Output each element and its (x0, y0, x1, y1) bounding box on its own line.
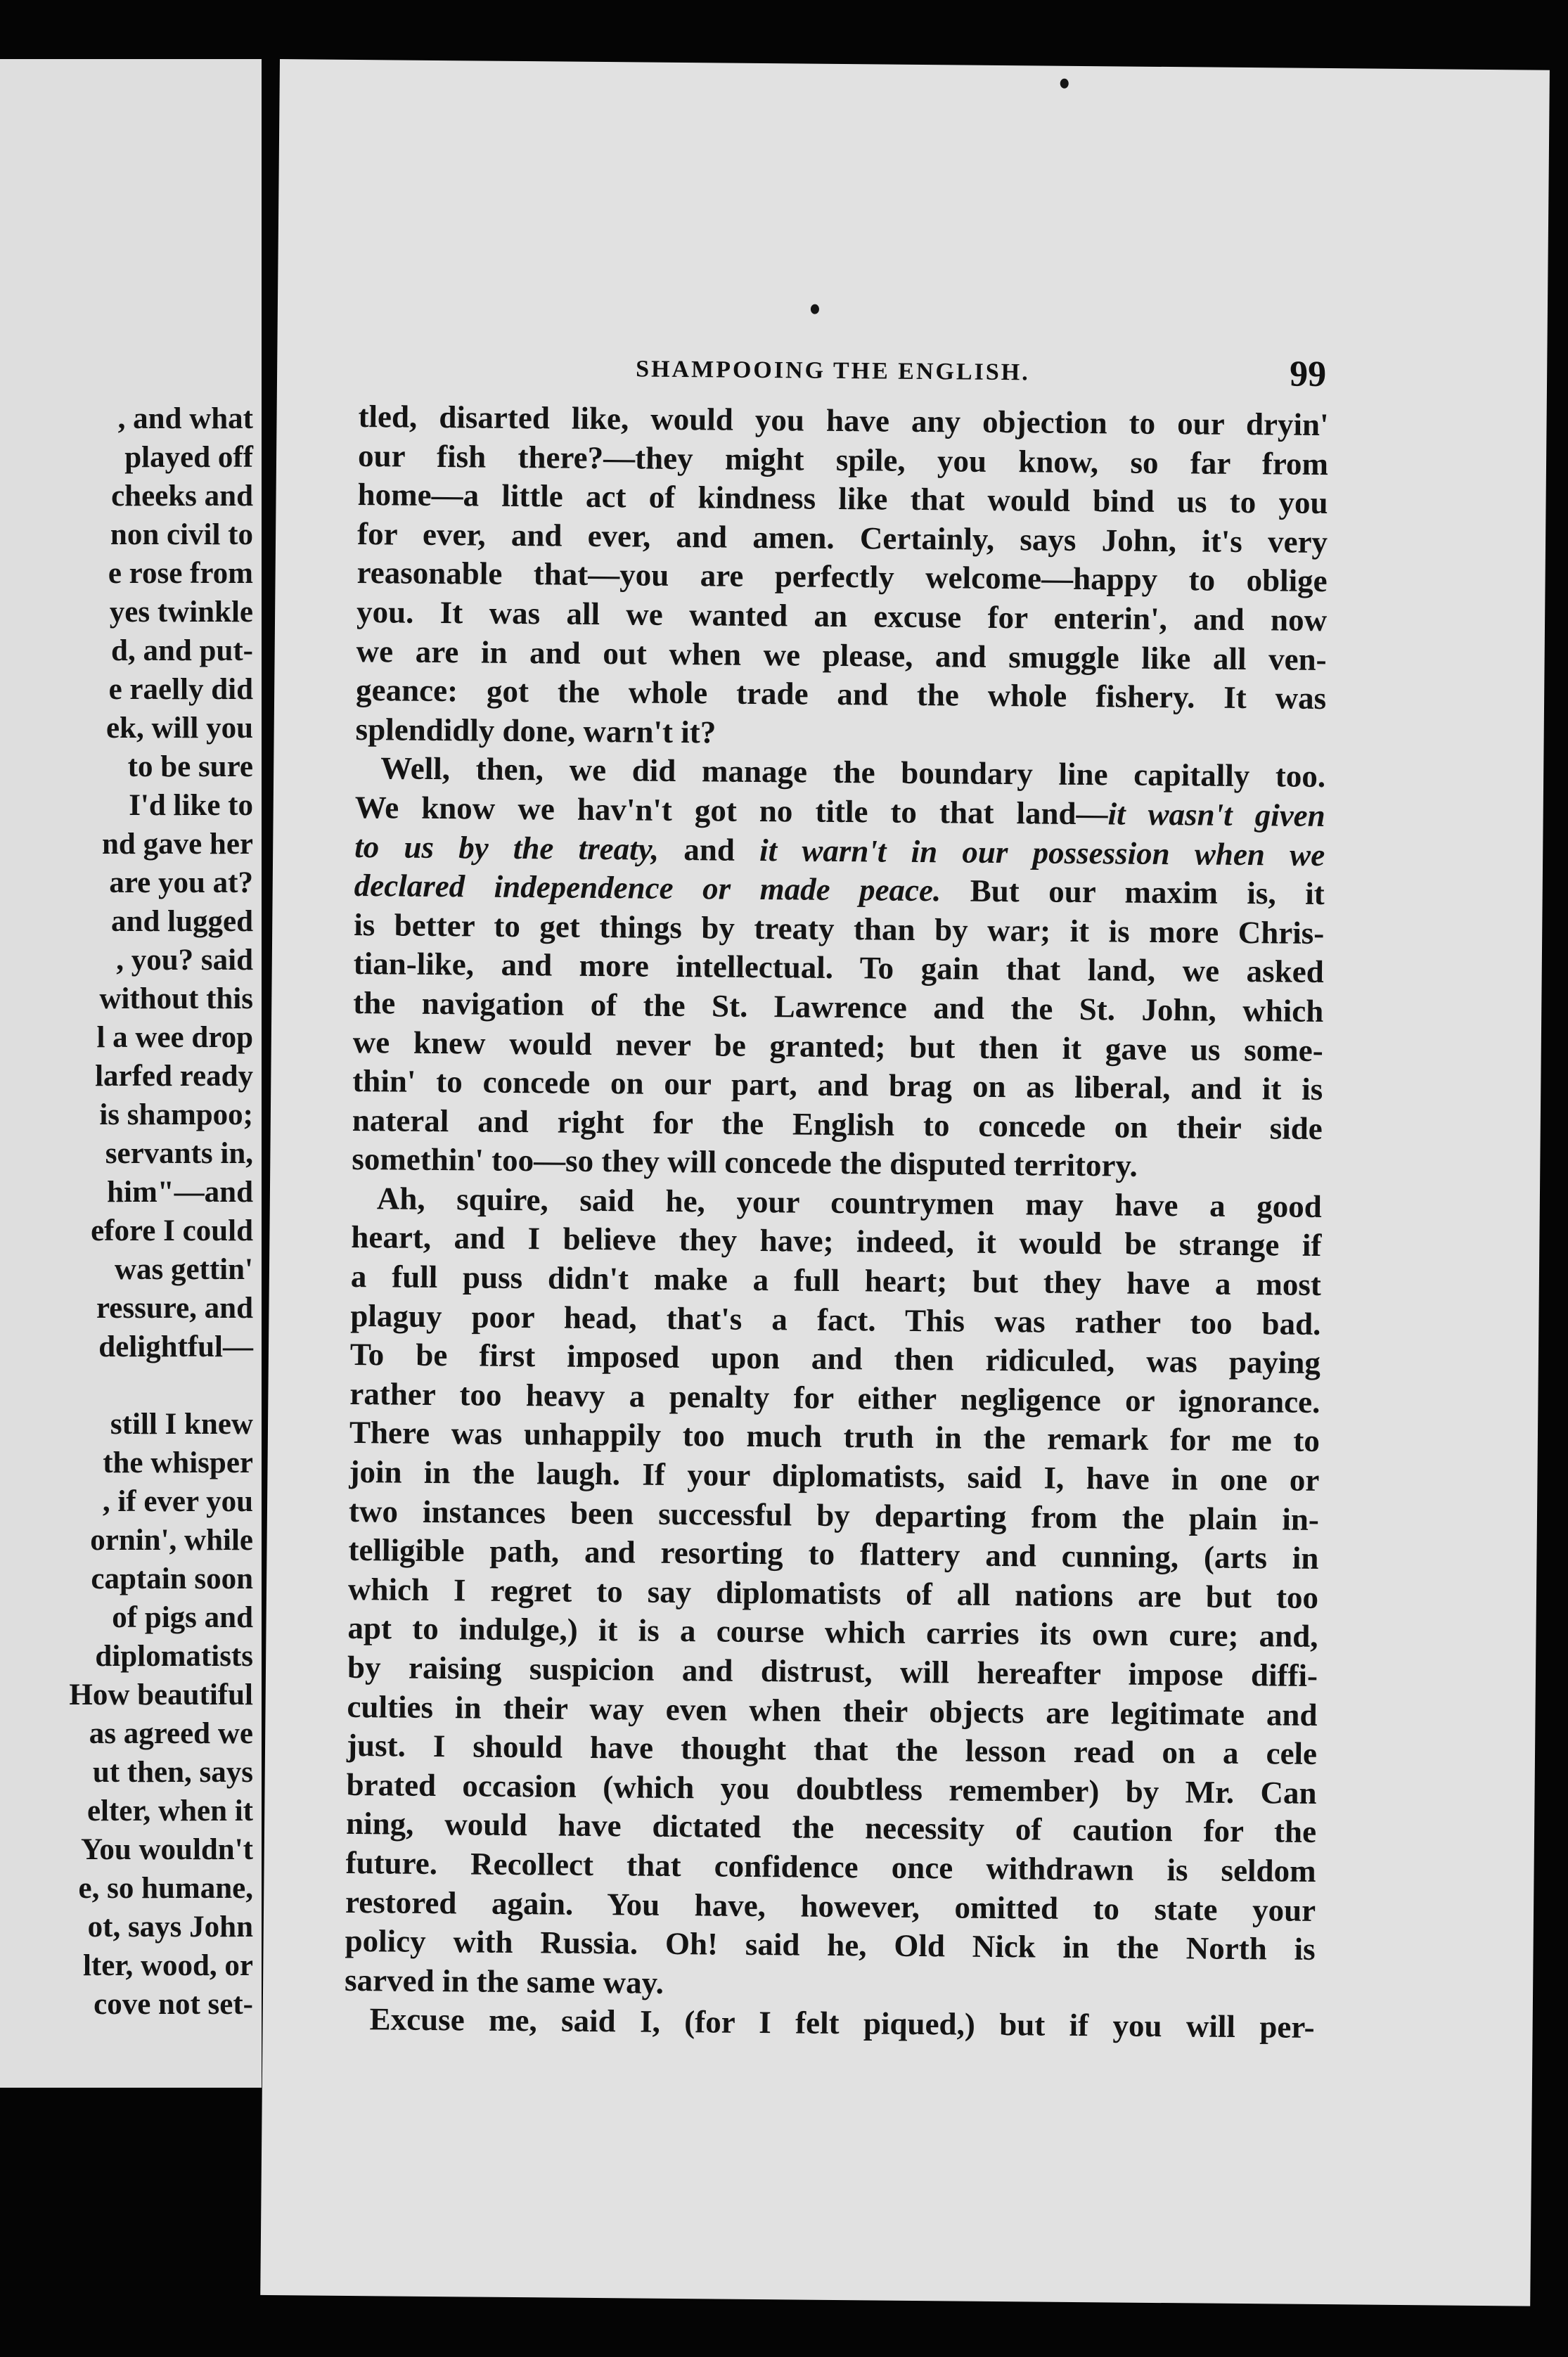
text-line: join in the laugh. If your diplomatists, said I, have in one or (349, 1453, 1320, 1498)
left-page-line: of pigs and (112, 1601, 253, 1634)
text-line: our fish there?—they might spile, you know, so far from (357, 437, 1329, 482)
left-page-line: e rose from (108, 557, 253, 590)
text-line: policy with Russia. Oh! said he, Old Nick in the North is (345, 1923, 1316, 1967)
text-line: Ah, squire, said he, your countrymen may have a good (376, 1181, 1323, 1224)
left-page-line: the whisper (103, 1446, 253, 1479)
left-page-line: played off (124, 441, 253, 474)
italic-span: it warn't in our possession when we (759, 832, 1325, 873)
page-number: 99 (1289, 354, 1327, 395)
left-page-fragment (0, 59, 262, 2088)
ink-speck (811, 304, 819, 314)
text-span: and (658, 831, 760, 868)
text-line: tian-like, and more intellectual. To gain that land, we asked (353, 946, 1324, 990)
left-page-line (0, 1366, 253, 1405)
left-page-line: captain soon (91, 1562, 253, 1595)
text-span: We know we hav'n't got no title to that land— (354, 789, 1108, 832)
text-line: To be first imposed upon and then ridiculed, was paying (349, 1337, 1321, 1381)
left-page-line: ut then, says (92, 1756, 253, 1789)
text-line: home—a little act of kindness like that would bind us to you (357, 477, 1328, 521)
text-line: tled, disarted like, would you have any objection to our dryin' (358, 398, 1329, 443)
left-page-line: elter, when it (86, 1794, 253, 1828)
left-page-line: ek, will you (105, 712, 253, 745)
left-page-line: , you? said (116, 944, 253, 977)
left-page-text (0, 399, 253, 2024)
left-page-line: cheeks and (111, 480, 253, 513)
body-text (344, 397, 1328, 2048)
text-line: ning, would have dictated the necessity of caution for the (345, 1806, 1317, 1850)
text-line: you. It was all we wanted an excuse for enterin', and now (356, 593, 1328, 638)
text-span: But our maxim is, it (941, 873, 1325, 912)
text-line: we are in and out when we please, and smuggle like all ven- (356, 633, 1327, 677)
left-page-line: delightful— (98, 1330, 253, 1363)
text-line: thin' to concede on our part, and brag on as liberal, and it is (352, 1063, 1323, 1107)
left-page-line: e, so humane, (78, 1872, 253, 1905)
left-page-line: You wouldn't (81, 1833, 253, 1866)
text-line: nateral and right for the English to concede on their side (352, 1102, 1323, 1146)
text-line: plaguy poor head, that's a fact. This was rather too bad. (350, 1297, 1321, 1342)
left-page-line: ornin', while (90, 1524, 253, 1557)
text-line: a full puss didn't make a full heart; but they have a most (350, 1259, 1322, 1303)
text-line: just. I should have thought that the lesson read on a cele (346, 1728, 1318, 1772)
left-page-line: non civil to (110, 518, 253, 551)
text-line: Excuse me, said I, (for I felt piqued,) but if you will per- (369, 2001, 1315, 2045)
left-page-line: efore I could (91, 1214, 253, 1247)
right-page (260, 59, 1550, 2306)
text-line: for ever, and ever, and amen. Certainly, says John, it's very (356, 515, 1328, 560)
left-page-line: , if ever you (102, 1485, 253, 1518)
text-line: which I regret to say diplomatists of all nations are but too (347, 1571, 1319, 1615)
left-page-line: servants in, (105, 1137, 253, 1170)
text-line: brated occasion (which you doubtless remember) by Mr. Can (346, 1766, 1317, 1811)
text-line: telligible path, and resorting to flattery and cunning, (arts in (348, 1532, 1319, 1576)
left-page-line: e raelly did (108, 673, 253, 706)
text-line: Well, then, we did manage the boundary line capitally too. (380, 750, 1326, 795)
left-page-line: and lugged (111, 905, 253, 938)
running-header (277, 345, 1347, 403)
text-line: the navigation of the St. Lawrence and the St. John, which (353, 984, 1324, 1029)
left-page-line: is shampoo; (99, 1098, 253, 1131)
italic-span: declared independence or made peace. (354, 868, 942, 908)
ink-speck (1060, 79, 1069, 89)
text-line: by raising suspicion and distrust, will hereafter impose diffi- (347, 1649, 1318, 1693)
text-line: splendidly done, warn't it? (355, 711, 716, 750)
left-page-line: , and what (117, 402, 253, 435)
left-page-line: without this (99, 982, 253, 1015)
text-line: apt to indulge,) it is a course which carries its own cure; and, (347, 1610, 1318, 1655)
text-line: two instances been successful by departing from the plain in- (348, 1493, 1320, 1537)
text-line: somethin' too—so they will concede the disputed territory. (352, 1141, 1138, 1183)
left-page-line: cove not set- (94, 1988, 253, 2021)
left-page-line: him"—and (107, 1176, 253, 1209)
paragraph-4 (344, 2000, 1314, 2048)
left-page-line: lter, wood, or (82, 1949, 253, 1982)
text-line: rather too heavy a penalty for either negligence or ignorance. (349, 1375, 1320, 1420)
left-page-line: ot, says John (87, 1910, 253, 1944)
left-page-line: was gettin' (114, 1253, 253, 1286)
text-line: we knew would never be granted; but then it gave us some- (352, 1024, 1323, 1068)
paragraph-1 (355, 397, 1328, 757)
text-line: reasonable that—you are perfectly welcome—happy to oblige (356, 555, 1328, 599)
left-page-line: diplomatists (95, 1640, 253, 1673)
left-page-line: are you at? (109, 866, 253, 899)
left-page-line: l a wee drop (96, 1021, 253, 1054)
left-page-line: yes twinkle (109, 596, 253, 629)
text-line: future. Recollect that confidence once withdrawn is seldom (345, 1844, 1316, 1889)
paragraph-2 (352, 749, 1325, 1188)
text-line: sarved in the same way. (344, 1962, 664, 2000)
left-page-line: nd gave her (102, 828, 253, 861)
italic-span: to us by the treaty, (354, 828, 660, 867)
left-page-line: How beautiful (69, 1678, 253, 1711)
text-line: restored again. You have, however, omitted to state your (345, 1884, 1316, 1928)
text-line: culties in their way even when their objects are legitimate and (347, 1688, 1318, 1733)
paragraph-3 (345, 1179, 1322, 2008)
left-page-line: larfed ready (95, 1060, 253, 1093)
text-line: There was unhappily too much truth in the remark for me to (349, 1415, 1320, 1459)
text-line: is better to get things by treaty than by war; it is more Chris- (354, 906, 1325, 951)
italic-span: it wasn't given (1107, 796, 1325, 833)
left-page-line: I'd like to (129, 789, 253, 822)
text-line: geance: got the whole trade and the whole fishery. It was (355, 672, 1327, 717)
running-title: SHAMPOOING THE ENGLISH. (636, 356, 1030, 386)
left-page-line: d, and put- (111, 634, 253, 667)
left-page-line: ressure, and (96, 1292, 253, 1325)
left-page-line: to be sure (127, 750, 253, 783)
text-line: heart, and I believe they have; indeed, it would be strange if (351, 1219, 1322, 1264)
left-page-line: as agreed we (89, 1717, 253, 1750)
left-page-line: still I knew (110, 1408, 253, 1441)
